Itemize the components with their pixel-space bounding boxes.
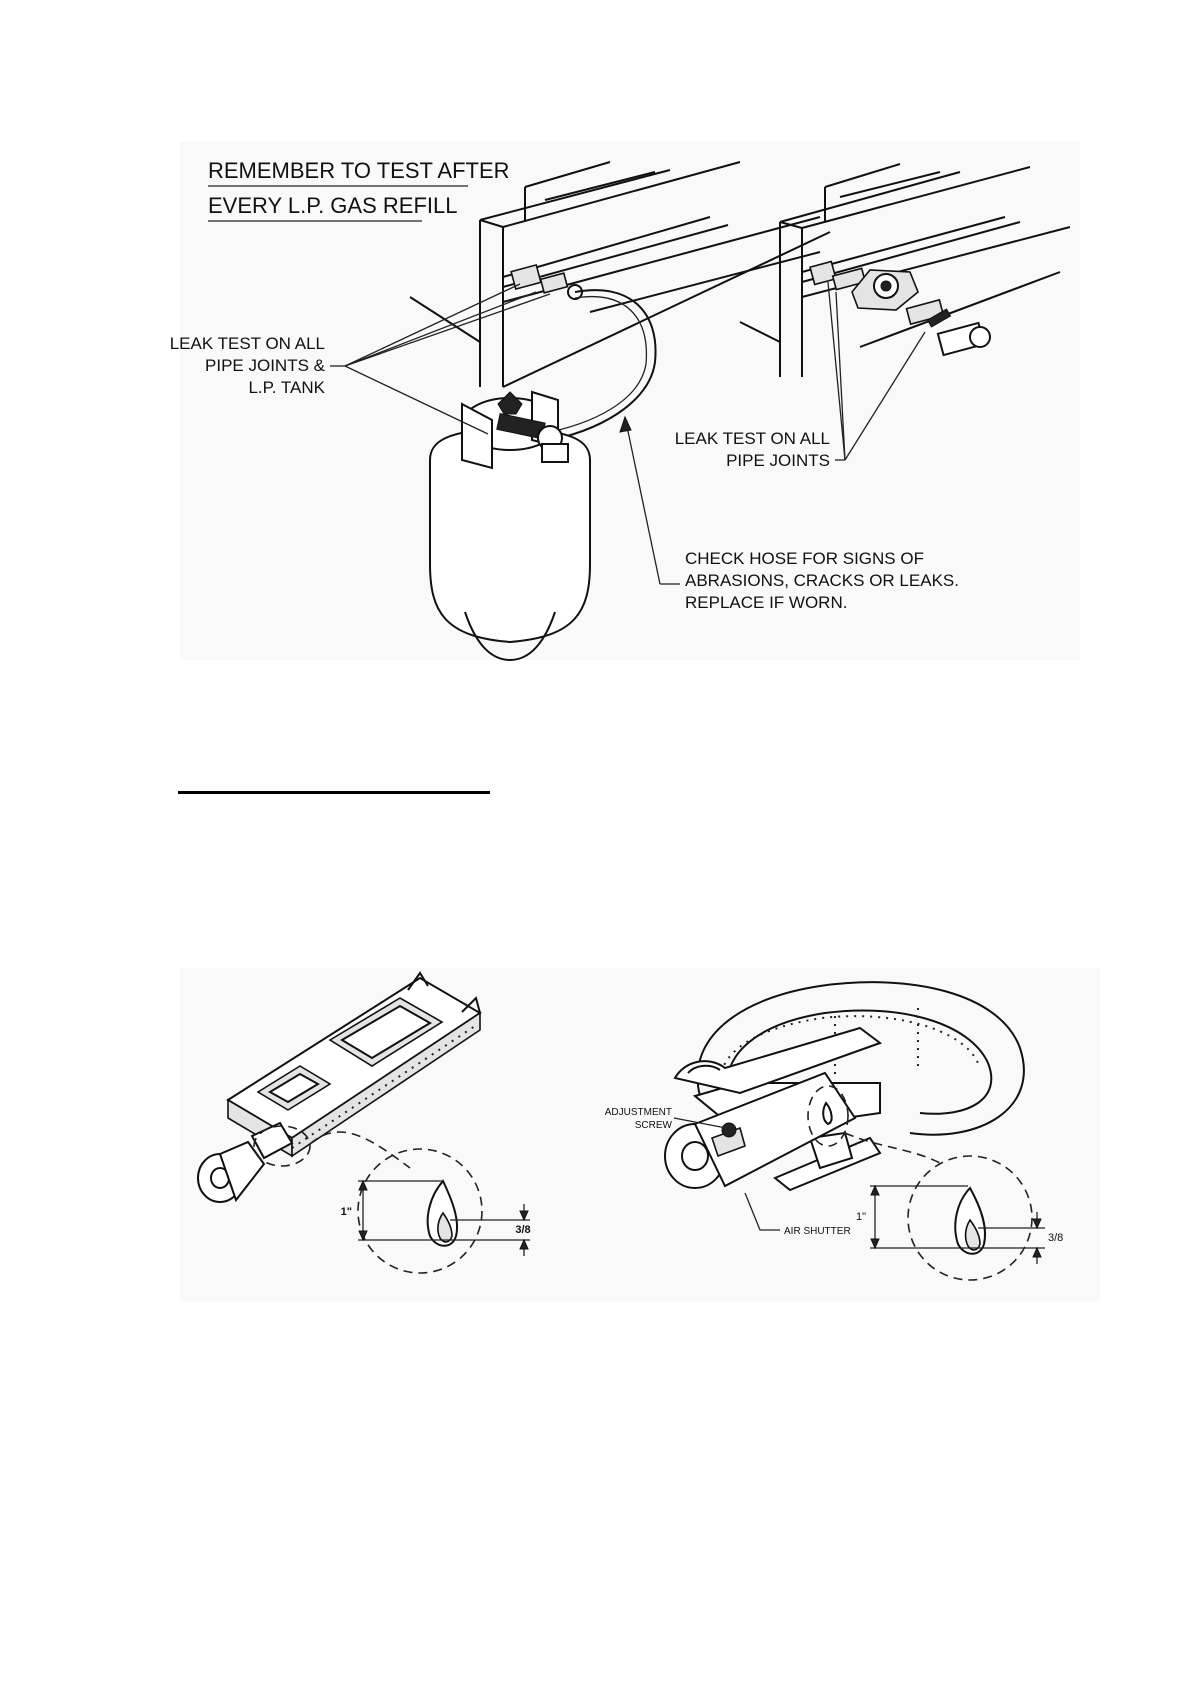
adjustment-screw-label-line-2: SCREW [634, 1120, 672, 1131]
callout-tank-line-3: L.P. TANK [248, 378, 325, 397]
section-heading-rule [178, 791, 490, 794]
callout-hose-line-3: REPLACE IF WORN. [685, 593, 848, 612]
flame-detail-left [358, 1149, 482, 1273]
burner-flame-illustration [180, 968, 1100, 1301]
left-inner-cone-label: 3/8 [515, 1224, 531, 1236]
cast-burner [198, 973, 480, 1202]
grill-cabinet-left [410, 162, 830, 387]
right-inner-cone-label: 3/8 [1048, 1232, 1064, 1244]
tube-burner [665, 982, 1024, 1190]
callout-hose-line-1: CHECK HOSE FOR SIGNS OF [685, 549, 924, 568]
adjustment-screw-label-line-1: ADJUSTMENT [604, 1107, 672, 1118]
leak-test-diagram [169, 142, 1080, 660]
burner-flame-diagram [180, 968, 1100, 1301]
grill-cabinet-right [740, 164, 1070, 377]
callout-joints-line-2: PIPE JOINTS [726, 451, 830, 470]
callout-joints-line-1: LEAK TEST ON ALL [674, 429, 830, 448]
left-flame-height-label: 1" [340, 1206, 352, 1218]
leak-test-illustration [169, 142, 1080, 660]
callout-hose-line-2: ABRASIONS, CRACKS OR LEAKS. [685, 571, 959, 590]
callout-tank-line-2: PIPE JOINTS & [205, 356, 325, 375]
air-shutter-label: AIR SHUTTER [784, 1226, 851, 1237]
reminder-line-1: REMEMBER TO TEST AFTER [208, 158, 510, 183]
callout-tank-line-1: LEAK TEST ON ALL [169, 334, 325, 353]
lp-tank [430, 392, 590, 660]
reminder-line-2: EVERY L.P. GAS REFILL [208, 193, 458, 218]
right-flame-height-label: 1" [855, 1211, 866, 1223]
